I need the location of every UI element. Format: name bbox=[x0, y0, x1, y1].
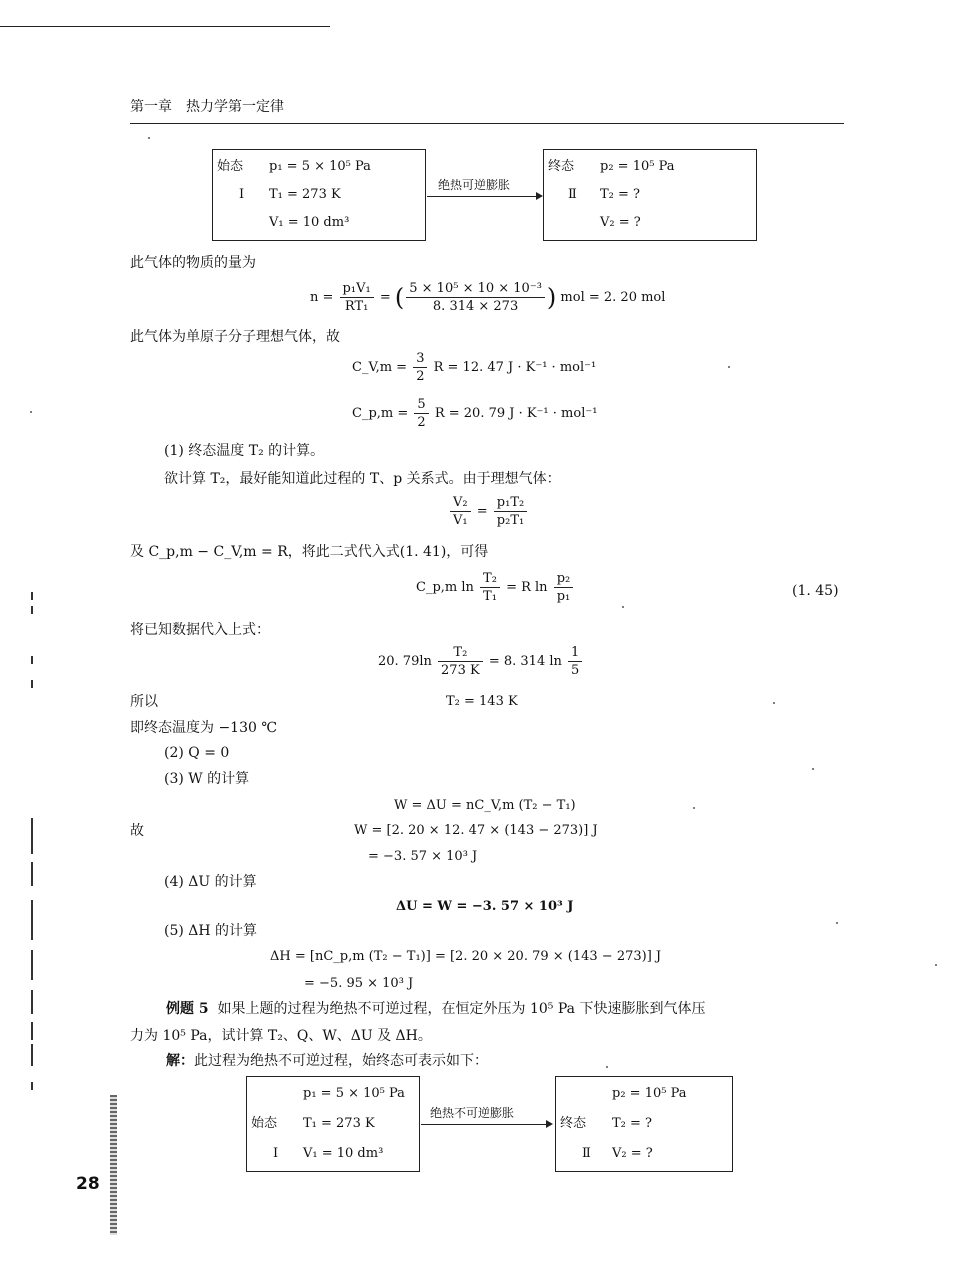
equation-dh1: ΔH = [nC_p,m (T₂ − T₁)] = [2. 20 × 20. 79 × (143 − 273)] J bbox=[270, 949, 662, 964]
initial-roman: Ⅰ bbox=[239, 187, 245, 202]
text-substitute: 及 C_p,m − C_V,m = R，将此二式代入式(1. 41)，可得 bbox=[130, 544, 489, 560]
equation-dh2: = −5. 95 × 10³ J bbox=[304, 976, 414, 991]
chapter-header: 第一章 热力学第一定律 bbox=[130, 99, 284, 115]
denominator: p₂T₁ bbox=[496, 513, 525, 528]
speck bbox=[148, 137, 150, 139]
initial-pressure: p₁ = 5 × 10⁵ Pa bbox=[269, 159, 371, 174]
arrow-head-icon bbox=[546, 1120, 553, 1128]
binding-edge bbox=[110, 1095, 117, 1235]
section-3-heading: (3) W 的计算 bbox=[164, 771, 250, 787]
numerator: p₁T₂ bbox=[494, 494, 527, 512]
final-roman: Ⅱ bbox=[582, 1146, 591, 1161]
arrow-head-icon bbox=[536, 192, 543, 200]
margin-mark bbox=[31, 656, 33, 664]
margin-mark bbox=[31, 592, 33, 600]
margin-mark bbox=[31, 900, 33, 940]
initial-pressure: p₁ = 5 × 10⁵ Pa bbox=[303, 1086, 405, 1101]
example-text: 如果上题的过程为绝热不可逆过程，在恒定外压为 10⁵ Pa 下快速膨胀到气体压 bbox=[217, 1001, 706, 1017]
text-hence: 故 bbox=[130, 823, 144, 839]
final-state-box-2 bbox=[555, 1076, 733, 1172]
margin-mark bbox=[31, 1022, 33, 1040]
text-t2-intro: 欲计算 T₂，最好能知道此过程的 T、p 关系式。由于理想气体： bbox=[164, 471, 561, 487]
final-pressure: p₂ = 10⁵ Pa bbox=[612, 1086, 687, 1101]
eq-cv-rhs: R = 12. 47 J · K⁻¹ · mol⁻¹ bbox=[433, 360, 597, 375]
process-arrow-2 bbox=[421, 1124, 547, 1125]
left-paren: ( bbox=[394, 283, 405, 312]
section-2-heading: (2) Q = 0 bbox=[164, 745, 230, 761]
final-volume: V₂ = ? bbox=[612, 1146, 653, 1161]
speck bbox=[836, 922, 838, 924]
denominator: 5 bbox=[571, 663, 580, 678]
equals: = bbox=[379, 290, 391, 305]
equation-number: (1. 45) bbox=[792, 583, 839, 599]
denominator: T₁ bbox=[483, 589, 497, 604]
initial-roman: Ⅰ bbox=[273, 1146, 279, 1161]
numerator: 5 bbox=[414, 396, 428, 414]
equation-w3: = −3. 57 × 10³ J bbox=[368, 849, 478, 864]
initial-state-label: 始态 bbox=[251, 1116, 278, 1131]
margin-mark bbox=[31, 1082, 33, 1090]
eq-145-lhs: C_p,m ln bbox=[416, 580, 474, 595]
text-monatomic: 此气体为单原子分子理想气体，故 bbox=[130, 329, 340, 345]
equation-1-45 bbox=[416, 570, 575, 605]
final-state-box-1 bbox=[543, 149, 757, 241]
margin-mark bbox=[31, 606, 33, 614]
eq-145-mid: = R ln bbox=[506, 580, 548, 595]
margin-mark bbox=[31, 990, 33, 1014]
equation-substituted bbox=[378, 644, 584, 679]
section-5-heading: (5) ΔH 的计算 bbox=[164, 923, 258, 939]
fraction bbox=[438, 644, 483, 679]
example-label: 例题 5 bbox=[166, 1001, 209, 1017]
denominator: 273 K bbox=[441, 663, 480, 678]
section-4-heading: (4) ΔU 的计算 bbox=[164, 874, 257, 890]
margin-mark bbox=[31, 862, 33, 886]
equation-ratio bbox=[448, 494, 529, 529]
fraction bbox=[450, 494, 471, 529]
initial-volume: V₁ = 10 dm³ bbox=[269, 215, 350, 230]
fraction bbox=[340, 280, 374, 315]
process-label-1: 绝热可逆膨胀 bbox=[438, 178, 511, 192]
solution-label: 解： bbox=[166, 1053, 194, 1069]
initial-temperature: T₁ = 273 K bbox=[303, 1116, 375, 1131]
denominator: 2 bbox=[416, 369, 425, 384]
initial-volume: V₁ = 10 dm³ bbox=[303, 1146, 384, 1161]
numerator: p₁V₁ bbox=[340, 280, 374, 298]
process-label-2: 绝热不可逆膨胀 bbox=[430, 1106, 515, 1120]
numerator: V₂ bbox=[450, 494, 471, 512]
equation-w2: W = [2. 20 × 12. 47 × (143 − 273)] J bbox=[354, 823, 598, 838]
speck bbox=[773, 702, 775, 704]
top-rule bbox=[0, 26, 330, 27]
example-5-line-1 bbox=[166, 1000, 705, 1018]
speck bbox=[693, 807, 695, 809]
eq-n-result: mol = 2. 20 mol bbox=[560, 290, 666, 305]
numerator: 5 × 10⁵ × 10 × 10⁻³ bbox=[406, 280, 545, 298]
numerator: T₂ bbox=[480, 570, 500, 588]
numerator: 1 bbox=[568, 644, 582, 662]
fraction bbox=[568, 644, 582, 679]
section-1-heading: (1) 终态温度 T₂ 的计算。 bbox=[164, 443, 325, 459]
eq-cv-lhs: C_V,m = bbox=[352, 360, 408, 375]
denominator: RT₁ bbox=[344, 299, 369, 314]
final-temperature: T₂ = ? bbox=[612, 1116, 653, 1131]
final-roman: Ⅱ bbox=[568, 187, 577, 202]
speck bbox=[935, 964, 937, 966]
speck bbox=[606, 1066, 608, 1068]
equation-cp bbox=[352, 396, 597, 431]
margin-mark bbox=[31, 818, 33, 854]
fraction bbox=[554, 570, 574, 605]
final-temperature: T₂ = ? bbox=[600, 187, 641, 202]
margin-mark bbox=[31, 950, 33, 980]
final-state-label: 终态 bbox=[560, 1116, 587, 1131]
eq-cp-lhs: C_p,m = bbox=[352, 406, 409, 421]
denominator: p₁ bbox=[556, 589, 571, 604]
final-state-label: 终态 bbox=[548, 159, 575, 174]
page-number: 28 bbox=[76, 1174, 100, 1194]
initial-state-box-1 bbox=[212, 149, 426, 241]
eq-sub-lhs: 20. 79ln bbox=[378, 654, 432, 669]
equals: = bbox=[476, 504, 488, 519]
fraction bbox=[406, 280, 545, 315]
equation-w1: W = ΔU = nC_V,m (T₂ − T₁) bbox=[394, 798, 576, 813]
equation-n bbox=[310, 280, 665, 315]
numerator: 3 bbox=[413, 350, 427, 368]
final-volume: V₂ = ? bbox=[600, 215, 641, 230]
numerator: p₂ bbox=[554, 570, 574, 588]
solution-text: 此过程为绝热不可逆过程，始终态可表示如下： bbox=[194, 1053, 488, 1069]
initial-state-box-2 bbox=[246, 1076, 420, 1172]
speck bbox=[30, 411, 32, 413]
text-plug-in: 将已知数据代入上式： bbox=[130, 622, 270, 638]
header-rule bbox=[130, 123, 844, 124]
right-paren: ) bbox=[546, 283, 557, 312]
text-therefore: 所以 bbox=[130, 694, 158, 710]
margin-mark bbox=[31, 1044, 33, 1066]
equation-t2-result: T₂ = 143 K bbox=[446, 694, 518, 709]
denominator: 2 bbox=[417, 415, 426, 430]
text-final-temp: 即终态温度为 −130 ℃ bbox=[130, 720, 278, 736]
final-pressure: p₂ = 10⁵ Pa bbox=[600, 159, 675, 174]
process-arrow-1 bbox=[427, 196, 537, 197]
text-amount-intro: 此气体的物质的量为 bbox=[130, 255, 256, 271]
eq-cp-rhs: R = 20. 79 J · K⁻¹ · mol⁻¹ bbox=[434, 406, 598, 421]
speck bbox=[812, 768, 814, 770]
fraction bbox=[414, 396, 428, 431]
initial-temperature: T₁ = 273 K bbox=[269, 187, 341, 202]
eq-n-lhs: n = bbox=[310, 290, 334, 305]
speck bbox=[622, 606, 624, 608]
eq-sub-mid: = 8. 314 ln bbox=[488, 654, 562, 669]
initial-state-label: 始态 bbox=[217, 159, 244, 174]
numerator: T₂ bbox=[438, 644, 483, 662]
example-5-line-2: 力为 10⁵ Pa，试计算 T₂、Q、W、ΔU 及 ΔH。 bbox=[130, 1028, 432, 1044]
denominator: V₁ bbox=[453, 513, 468, 528]
denominator: 8. 314 × 273 bbox=[432, 299, 519, 314]
fraction bbox=[413, 350, 427, 385]
equation-cv bbox=[352, 350, 596, 385]
speck bbox=[728, 366, 730, 368]
margin-mark bbox=[31, 680, 33, 688]
equation-du: ΔU = W = −3. 57 × 10³ J bbox=[396, 899, 574, 914]
fraction bbox=[480, 570, 500, 605]
solution-line bbox=[166, 1052, 488, 1070]
fraction bbox=[494, 494, 527, 529]
